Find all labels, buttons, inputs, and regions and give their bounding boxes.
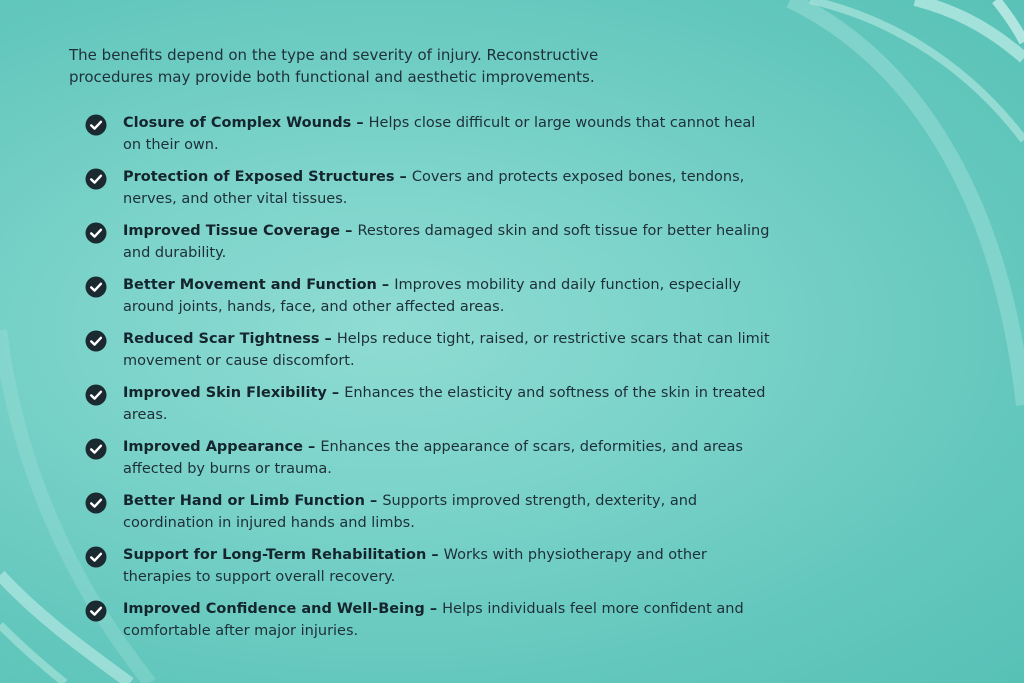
benefit-description: Helps individuals feel more confident and comfortable after major injuries.	[123, 601, 744, 639]
benefit-text	[123, 220, 773, 264]
benefit-description: Enhances the appearance of scars, deformities, and areas affected by burns or trauma.	[123, 439, 743, 477]
benefit-title: Better Movement and Function	[123, 277, 377, 293]
benefit-separator: –	[340, 223, 358, 239]
benefit-title: Support for Long-Term Rehabilitation	[123, 547, 427, 563]
benefit-text	[123, 274, 773, 318]
benefit-title: Reduced Scar Tightness	[123, 331, 320, 347]
benefit-description: Enhances the elasticity and softness of the skin in treated areas.	[123, 385, 766, 423]
benefit-item	[85, 274, 785, 322]
benefit-item	[85, 598, 785, 646]
benefit-separator: –	[376, 277, 395, 293]
check-circle-icon	[85, 600, 107, 622]
benefit-text	[123, 544, 773, 588]
benefit-item	[85, 328, 785, 376]
benefit-title: Protection of Exposed Structures	[123, 169, 395, 185]
check-circle-icon	[85, 168, 107, 190]
decor-arc-lower-left-2	[0, 625, 65, 683]
benefit-description: Covers and protects exposed bones, tendons, nerves, and other vital tissues.	[123, 169, 745, 207]
benefit-item	[85, 112, 785, 160]
benefit-title: Improved Tissue Coverage	[123, 223, 341, 239]
benefit-text	[123, 490, 773, 534]
benefit-item	[85, 490, 785, 538]
benefit-description: Works with physiotherapy and other therapies to support overall recovery.	[123, 547, 707, 585]
decor-arc-mid-right	[810, 0, 1024, 140]
benefit-separator: –	[394, 169, 412, 185]
benefit-item	[85, 166, 785, 214]
check-circle-icon	[85, 276, 107, 298]
benefit-title: Better Hand or Limb Function	[123, 493, 365, 509]
benefit-item	[85, 382, 785, 430]
decor-arc-outer-right	[915, 0, 1024, 58]
check-circle-icon	[85, 384, 107, 406]
benefits-section	[69, 44, 789, 639]
check-circle-icon	[85, 330, 107, 352]
benefit-text	[123, 112, 773, 156]
benefit-item	[85, 220, 785, 268]
benefit-separator: –	[319, 331, 337, 347]
benefit-item	[85, 544, 785, 592]
check-circle-icon	[85, 222, 107, 244]
check-circle-icon	[85, 492, 107, 514]
benefit-text	[123, 436, 773, 480]
benefit-title: Improved Confidence and Well-Being	[123, 601, 425, 617]
benefit-text	[123, 382, 773, 426]
benefit-text	[123, 598, 773, 642]
intro-paragraph: The benefits depend on the type and severity of injury. Reconstructive procedures may provide both functional and aesthetic improvements.	[69, 46, 599, 86]
benefit-description: Helps reduce tight, raised, or restrictive scars that can limit movement or cause discomfort.	[123, 331, 770, 369]
benefit-text	[123, 166, 773, 210]
check-circle-icon	[85, 546, 107, 568]
benefit-description: Restores damaged skin and soft tissue for better healing and durability.	[123, 223, 770, 261]
decor-arc-inner-right	[996, 0, 1024, 42]
benefit-separator: –	[424, 601, 443, 617]
check-circle-icon	[85, 438, 107, 460]
benefit-title: Closure of Complex Wounds	[123, 115, 352, 131]
benefit-description: Supports improved strength, dexterity, and coordination in injured hands and limbs.	[123, 493, 698, 531]
benefit-separator: –	[351, 115, 369, 131]
benefit-text	[123, 328, 773, 372]
check-circle-icon	[85, 114, 107, 136]
benefit-separator: –	[426, 547, 444, 563]
decor-arc-big-right	[790, 0, 1024, 405]
benefit-title: Improved Appearance	[123, 439, 303, 455]
benefit-item	[85, 436, 785, 484]
benefit-description: Helps close difficult or large wounds that cannot heal on their own.	[123, 115, 756, 153]
benefit-title: Improved Skin Flexibility	[123, 385, 327, 401]
benefit-separator: –	[326, 385, 345, 401]
benefit-separator: –	[364, 493, 383, 509]
benefit-description: Improves mobility and daily function, especially around joints, hands, face, and other affected areas.	[123, 277, 741, 315]
benefit-separator: –	[303, 439, 321, 455]
